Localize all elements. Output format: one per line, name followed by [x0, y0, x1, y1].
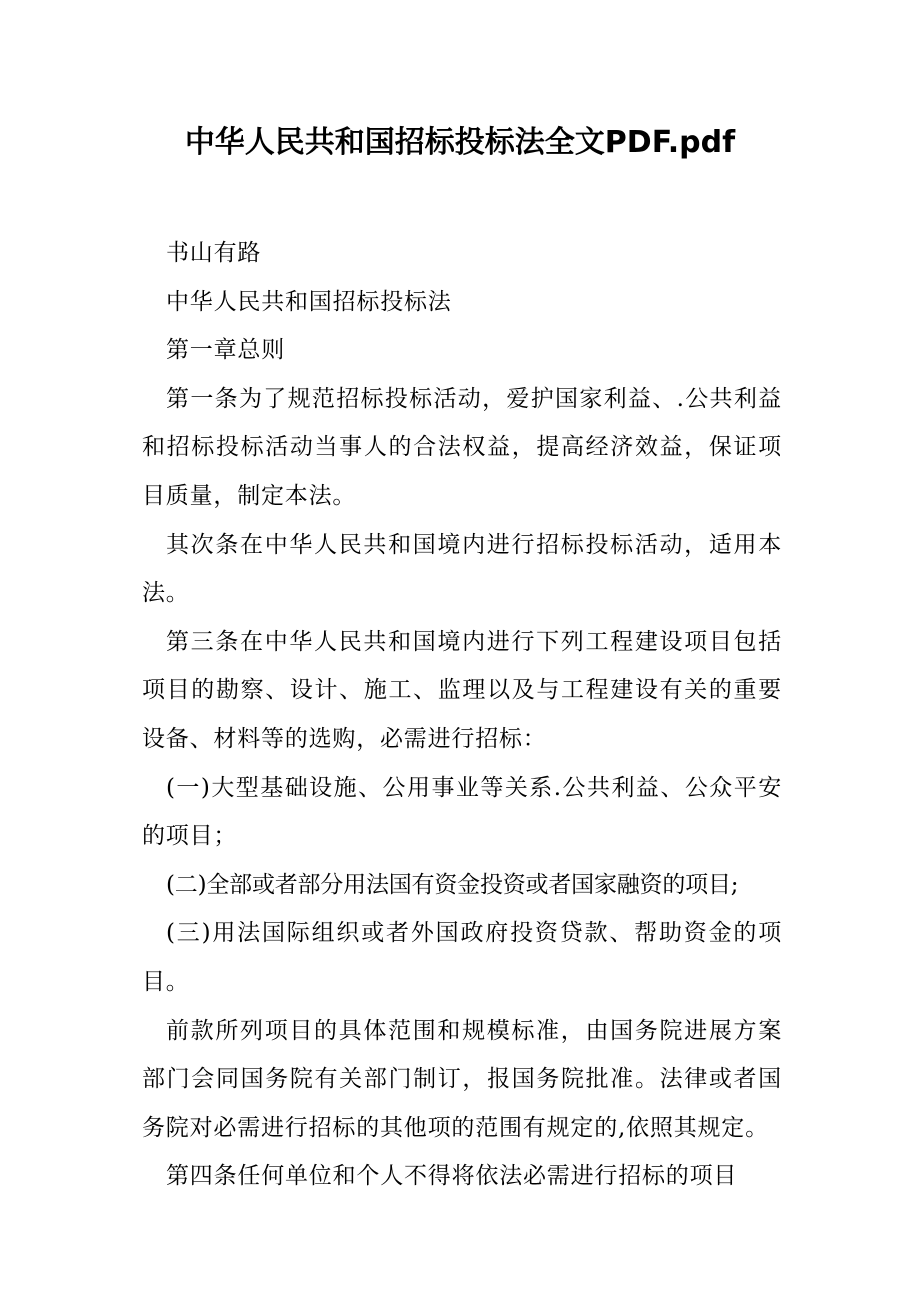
- paragraph-article-1: 第一条为了规范招标投标活动，爱护国家利益、.公共利益和招标投标活动当事人的合法权益，提高经济效益，保证项目质量，制定本法。: [142, 385, 782, 509]
- paragraph-law-name: 中华人民共和国招标投标法: [166, 288, 452, 315]
- paragraph-scope-note: 前款所列项目的具体范围和规模标准，由国务院进展方案部门会同国务院有关部门制订，报国务院批准。法律或者国务院对必需进行招标的其他项的范围有规定的,依照其规定。: [142, 1017, 782, 1141]
- paragraph-article-2: 其次条在中华人民共和国境内进行招标投标活动，适用本法。: [142, 531, 782, 607]
- document-title: 中华人民共和国招标投标法全文PDF.pdf: [184, 125, 736, 160]
- paragraph-item-2: (二)全部或者部分用法国有资金投资或者国家融资的项目;: [166, 871, 739, 898]
- document-body: [142, 229, 782, 1201]
- paragraph-article-3: 第三条在中华人民共和国境内进行下列工程建设项目包括项目的勘察、设计、施工、监理以及与工程建设有关的重要设备、材料等的选购，必需进行招标：: [142, 628, 782, 752]
- paragraph-item-3: (三)用法国际组织或者外国政府投资贷款、帮助资金的项目。: [142, 920, 782, 995]
- paragraph-header-note: 书山有路: [166, 240, 262, 266]
- paragraph-article-4: 第四条任何单位和个人不得将依法必需进行招标的项目: [166, 1163, 738, 1190]
- paragraph-item-1: (一)大型基础设施、公用事业等关系.公共利益、公众平安的项目；: [142, 774, 782, 850]
- paragraph-chapter-heading: 第一章总则: [166, 337, 285, 364]
